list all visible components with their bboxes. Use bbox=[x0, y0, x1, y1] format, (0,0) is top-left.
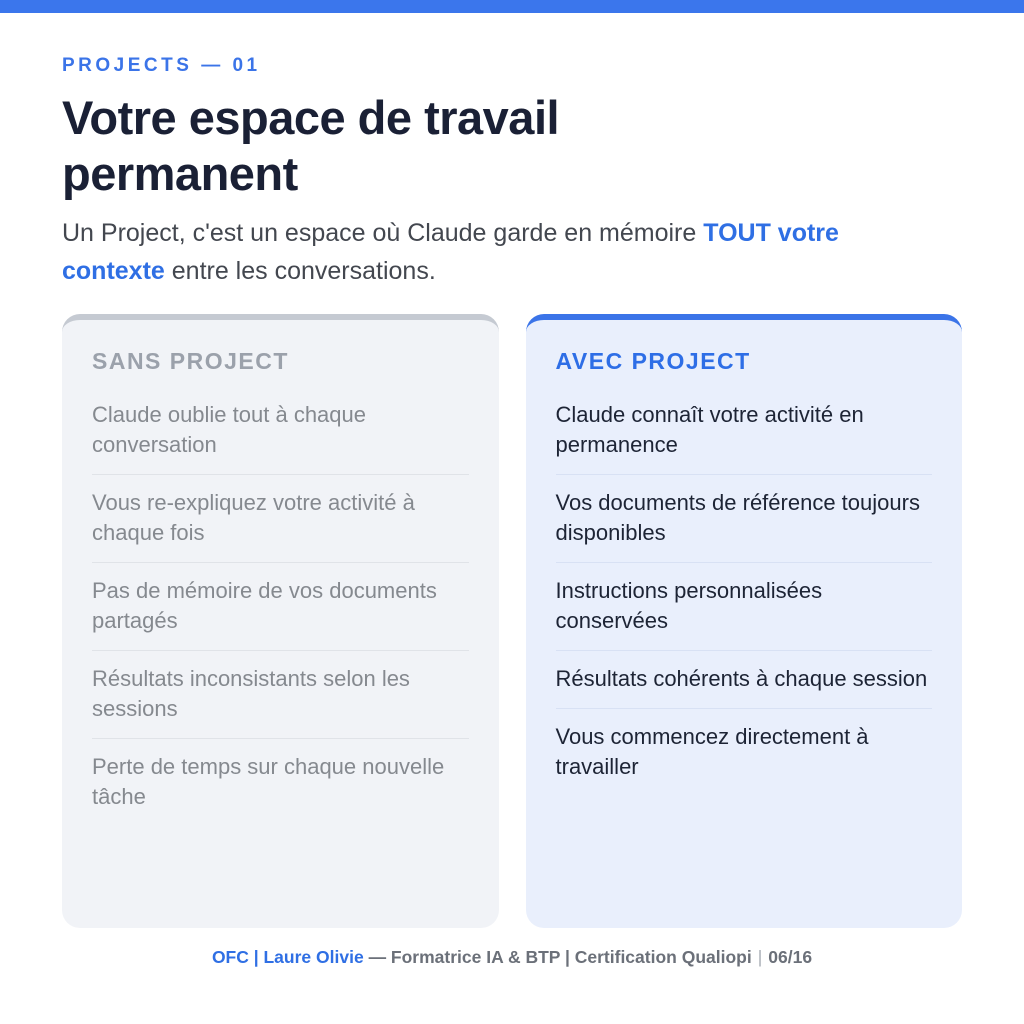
footer-brand: OFC | Laure Olivie bbox=[211, 947, 364, 967]
card-avec-project bbox=[526, 314, 963, 928]
list-item: Claude oublie tout à chaque conversation bbox=[92, 387, 469, 475]
page-subtitle bbox=[62, 214, 892, 290]
list-item: Vous commencez directement à travailler bbox=[555, 723, 869, 779]
list-item: Pas de mémoire de vos documents partagés bbox=[92, 563, 469, 651]
card-sans-project-list bbox=[92, 387, 469, 826]
subtitle-highlight: TOUT votre contexte bbox=[62, 218, 839, 285]
list-item: Résultats cohérents à chaque session bbox=[556, 651, 933, 709]
slide-footer bbox=[0, 946, 1024, 968]
section-eyebrow: PROJECTS — 01 bbox=[62, 55, 261, 76]
subtitle-text-after: entre les conversations. bbox=[164, 256, 436, 285]
list-item: Résultats inconsistants selon les sessions bbox=[92, 651, 469, 739]
footer-role: — Formatrice IA & BTP | Certification Qualiopi bbox=[368, 947, 752, 967]
card-sans-project-header: SANS PROJECT bbox=[92, 347, 289, 374]
comparison-cards bbox=[62, 314, 962, 928]
slide-content bbox=[0, 55, 1024, 928]
top-accent-bar bbox=[0, 0, 1024, 13]
card-avec-project-header: AVEC PROJECT bbox=[555, 347, 751, 374]
list-item: Vos documents de référence toujours disponibles bbox=[556, 475, 933, 563]
list-item: Perte de temps sur chaque nouvelle tâche bbox=[92, 753, 445, 809]
page-title: Votre espace de travail permanent bbox=[62, 91, 560, 200]
footer-page-number: 06/16 bbox=[768, 947, 813, 967]
list-item: Claude connaît votre activité en permanence bbox=[556, 387, 933, 475]
card-sans-project bbox=[62, 314, 499, 928]
footer-separator: | bbox=[757, 947, 763, 967]
card-avec-project-list bbox=[556, 387, 933, 796]
subtitle-text-before: Un Project, c'est un espace où Claude garde en mémoire bbox=[62, 218, 704, 247]
list-item: Instructions personnalisées conservées bbox=[556, 563, 933, 651]
list-item: Vous re-expliquez votre activité à chaque fois bbox=[92, 475, 469, 563]
